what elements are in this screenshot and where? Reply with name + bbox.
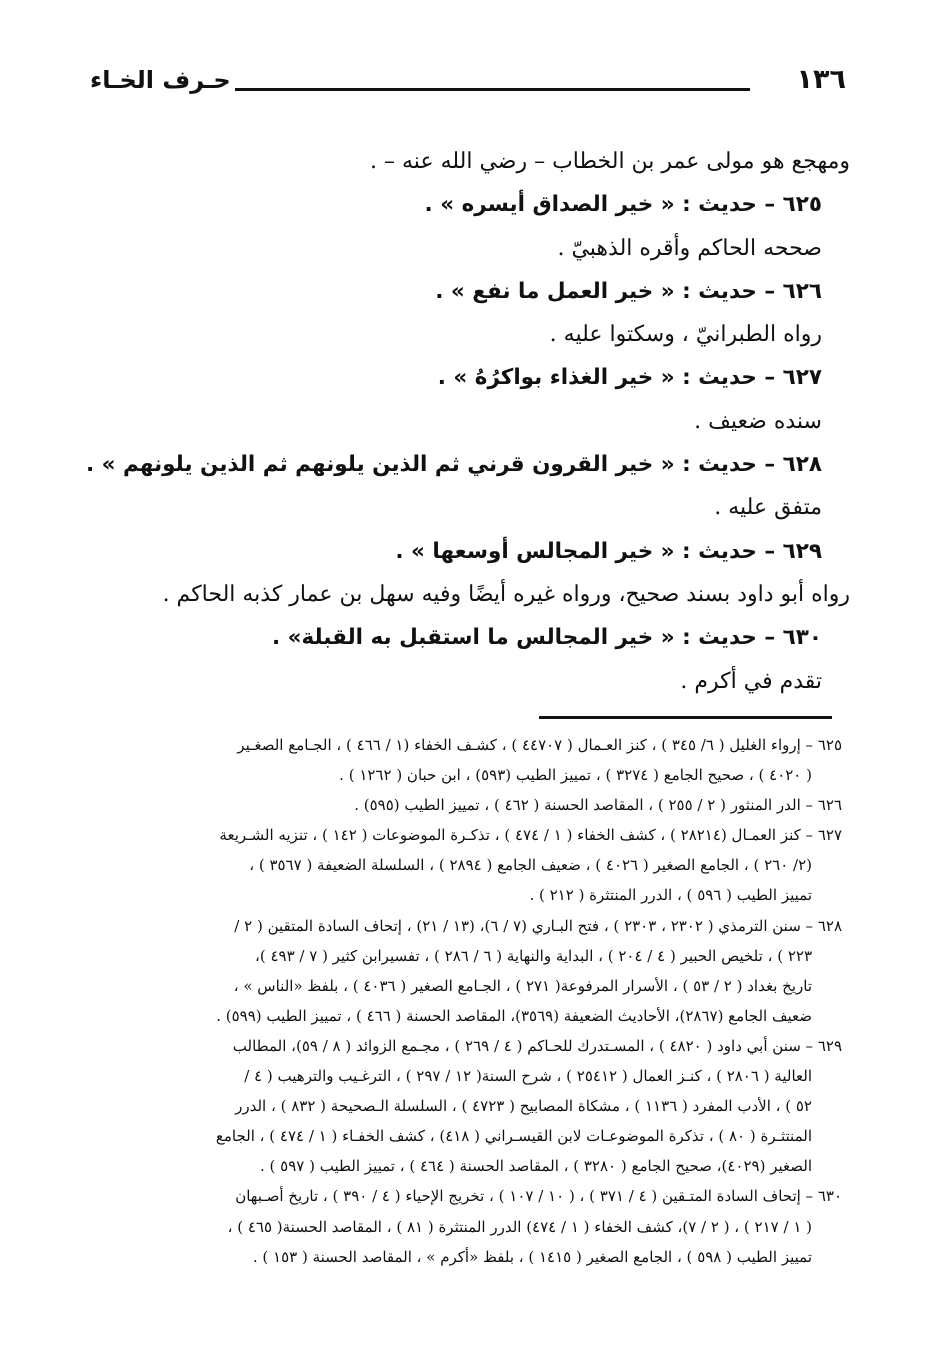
hadith-heading: ٦٢٨ – حديث : « خير القرون قرني ثم الذين يلونهم ثم الذين يلونهم » . <box>86 452 822 478</box>
hadith-comment: رواه الطبرانيّ ، وسكتوا عليه . <box>549 322 822 348</box>
hadith-heading: ٦٢٥ – حديث : « خير الصداق أيسره » . <box>424 192 822 218</box>
footnote-line: تمييز الطيب ( ٥٩٨ ) ، الجامع الصغير ( ١٤١٥ ) ، بلفظ «أكرم » ، المقاصد الحسنة ( ١٥٣ ) . <box>252 1247 812 1266</box>
footnote-line: ( ١ / ٢١٧ ) ، ( ٢ / ٧)، كشف الخفاء ( ١ / ٤٧٤) الدرر المنتثرة ( ٨١ ) ، المقاصد الحسنة( ٤٦٥ ) ، <box>227 1217 812 1236</box>
footnote-line: الصغير (٤٠٢٩)، صحيح الجامع ( ٣٢٨٠ ) ، المقاصد الحسنة ( ٤٦٤ ) ، تمييز الطيب ( ٥٩٧ ) . <box>260 1157 812 1176</box>
hadith-heading: ٦٣٠ – حديث : « خير المجالس ما استقبل به القبلة» . <box>271 625 822 651</box>
footnote-line: ضعيف الجامع (٢٨٦٧)، الأحاديث الضعيفة (٣٥٦٩)، المقاصد الحسنة ( ٤٦٦ ) ، تمييز الطيب (٥٩٩) . <box>216 1006 812 1025</box>
hadith-comment: متفق عليه . <box>714 495 822 521</box>
page-header <box>90 62 846 112</box>
footnotes <box>104 730 842 1272</box>
footnote-line: ٦٣٠ – إتحاف السادة المتـقين ( ٤ / ٣٧١ ) ، ( ١٠ / ١٠٧ ) ، تخريج الإحياء ( ٤ / ٣٩٠ ) ، تاريخ أصـبهان <box>235 1187 842 1206</box>
hadith-comment: سنده ضعيف . <box>694 408 822 434</box>
footnote-line: ٦٢٥ – إرواء الغليل ( ٦/ ٣٤٥ ) ، كنز العـمال ( ٤٤٧٠٧ ) ، كشـف الخفاء (١ / ٤٦٦ ) ، الجـامع الصغـير <box>237 736 842 754</box>
footnote-separator <box>539 716 832 719</box>
hadith-heading: ٦٢٧ – حديث : « خير الغذاء بواكرُهُ » . <box>437 365 822 391</box>
footnote-line: ٦٢٩ – سنن أبي داود ( ٤٨٢٠ ) ، المسـتدرك للحـاكم ( ٤ / ٢٦٩ ) ، مجـمع الزوائد ( ٨ / ٥٩)، المطالب <box>232 1036 842 1055</box>
text-line: ومهجع هو مولى عمر بن الخطاب – رضي الله عنه – . <box>370 149 850 174</box>
footnote-line: تمييز الطيب ( ٥٩٦ ) ، الدرر المنتثرة ( ٢١٢ ) . <box>529 886 812 905</box>
footnote-line: المنتثـرة ( ٨٠ ) ، تذكرة الموضوعـات لابن القيسـراني ( ٤١٨) ، كشف الخفـاء ( ١ / ٤٧٤ ) ، الجامع <box>215 1127 812 1146</box>
footnote-line: تاريخ بغداد ( ٢ / ٥٣ ) ، الأسرار المرفوعة( ٢٧١ ) ، الجـامع الصغير ( ٤٠٣٦ ) ، بلفظ «الناس » ، <box>233 976 812 995</box>
page-number: ١٣٦ <box>796 64 846 95</box>
hadith-heading: ٦٢٦ – حديث : « خير العمل ما نفع » . <box>435 278 822 304</box>
footnote-line: ٦٢٦ – الدر المنثور ( ٢ / ٢٥٥ ) ، المقاصد الحسنة ( ٤٦٢ ) ، تمييز الطيب (٥٩٥) . <box>354 796 842 815</box>
main-text <box>86 140 850 703</box>
header-rule <box>235 88 750 91</box>
footnote-line: العالية ( ٢٨٠٦ ) ، كنـز العمال ( ٢٥٤١٢ ) ، شرح السنة( ١٢ / ٢٩٧ ) ، الترغـيب والترهيب ( ٤ / <box>244 1067 812 1086</box>
footnote-line: ٥٢ ) ، الأدب المفرد ( ١١٣٦ ) ، مشكاة المصابيح ( ٤٧٢٣ ) ، السلسلة الـصحيحة ( ٨٣٢ ) ، الدرر <box>235 1097 812 1116</box>
chapter-title: حـرف الخـاء <box>90 66 231 94</box>
footnote-line: (٢/ ٢٦٠ ) ، الجامع الصغير ( ٤٠٢٦ ) ، ضعيف الجامع ( ٢٨٩٤ ) ، السلسلة الضعيفة ( ٣٥٦٧ ) ، <box>249 856 812 875</box>
hadith-comment: رواه أبو داود بسند صحيح، ورواه غيره أيضًا وفيه سهل بن عمار كذبه الحاكم . <box>162 581 850 607</box>
footnote-line: ٦٢٧ – كنز العمـال (٢٨٢١٤ ) ، كشف الخفاء ( ١ / ٤٧٤ ) ، تذكـرة الموضوعات ( ١٤٢ ) ، تنزيه الشـريعة <box>219 826 842 845</box>
footnote-line: ( ٤٠٢٠ ) ، صحيح الجامع ( ٣٢٧٤ ) ، تمييز الطيب (٥٩٣) ، ابن حبان ( ١٢٦٢ ) . <box>339 766 812 785</box>
hadith-comment: صححه الحاكم وأقره الذهبيّ . <box>557 235 822 261</box>
hadith-comment: تقدم في أكرم . <box>680 668 822 694</box>
footnote-line: ٦٢٨ – سنن الترمذي ( ٢٣٠٢ ، ٢٣٠٣ ) ، فتح البـاري (٧ / ٦)، (١٣ / ٢١) ، إتحاف السادة المتقين ( ٢ / <box>234 916 842 935</box>
footnote-line: ٢٢٣ ) ، تلخيص الحبير ( ٤ / ٢٠٤ ) ، البداية والنهاية ( ٦ / ٢٨٦ ) ، تفسيرابن كثير ( ٧ / ٤٩٣ )، <box>255 946 812 965</box>
hadith-heading: ٦٢٩ – حديث : « خير المجالس أوسعها » . <box>395 538 822 564</box>
